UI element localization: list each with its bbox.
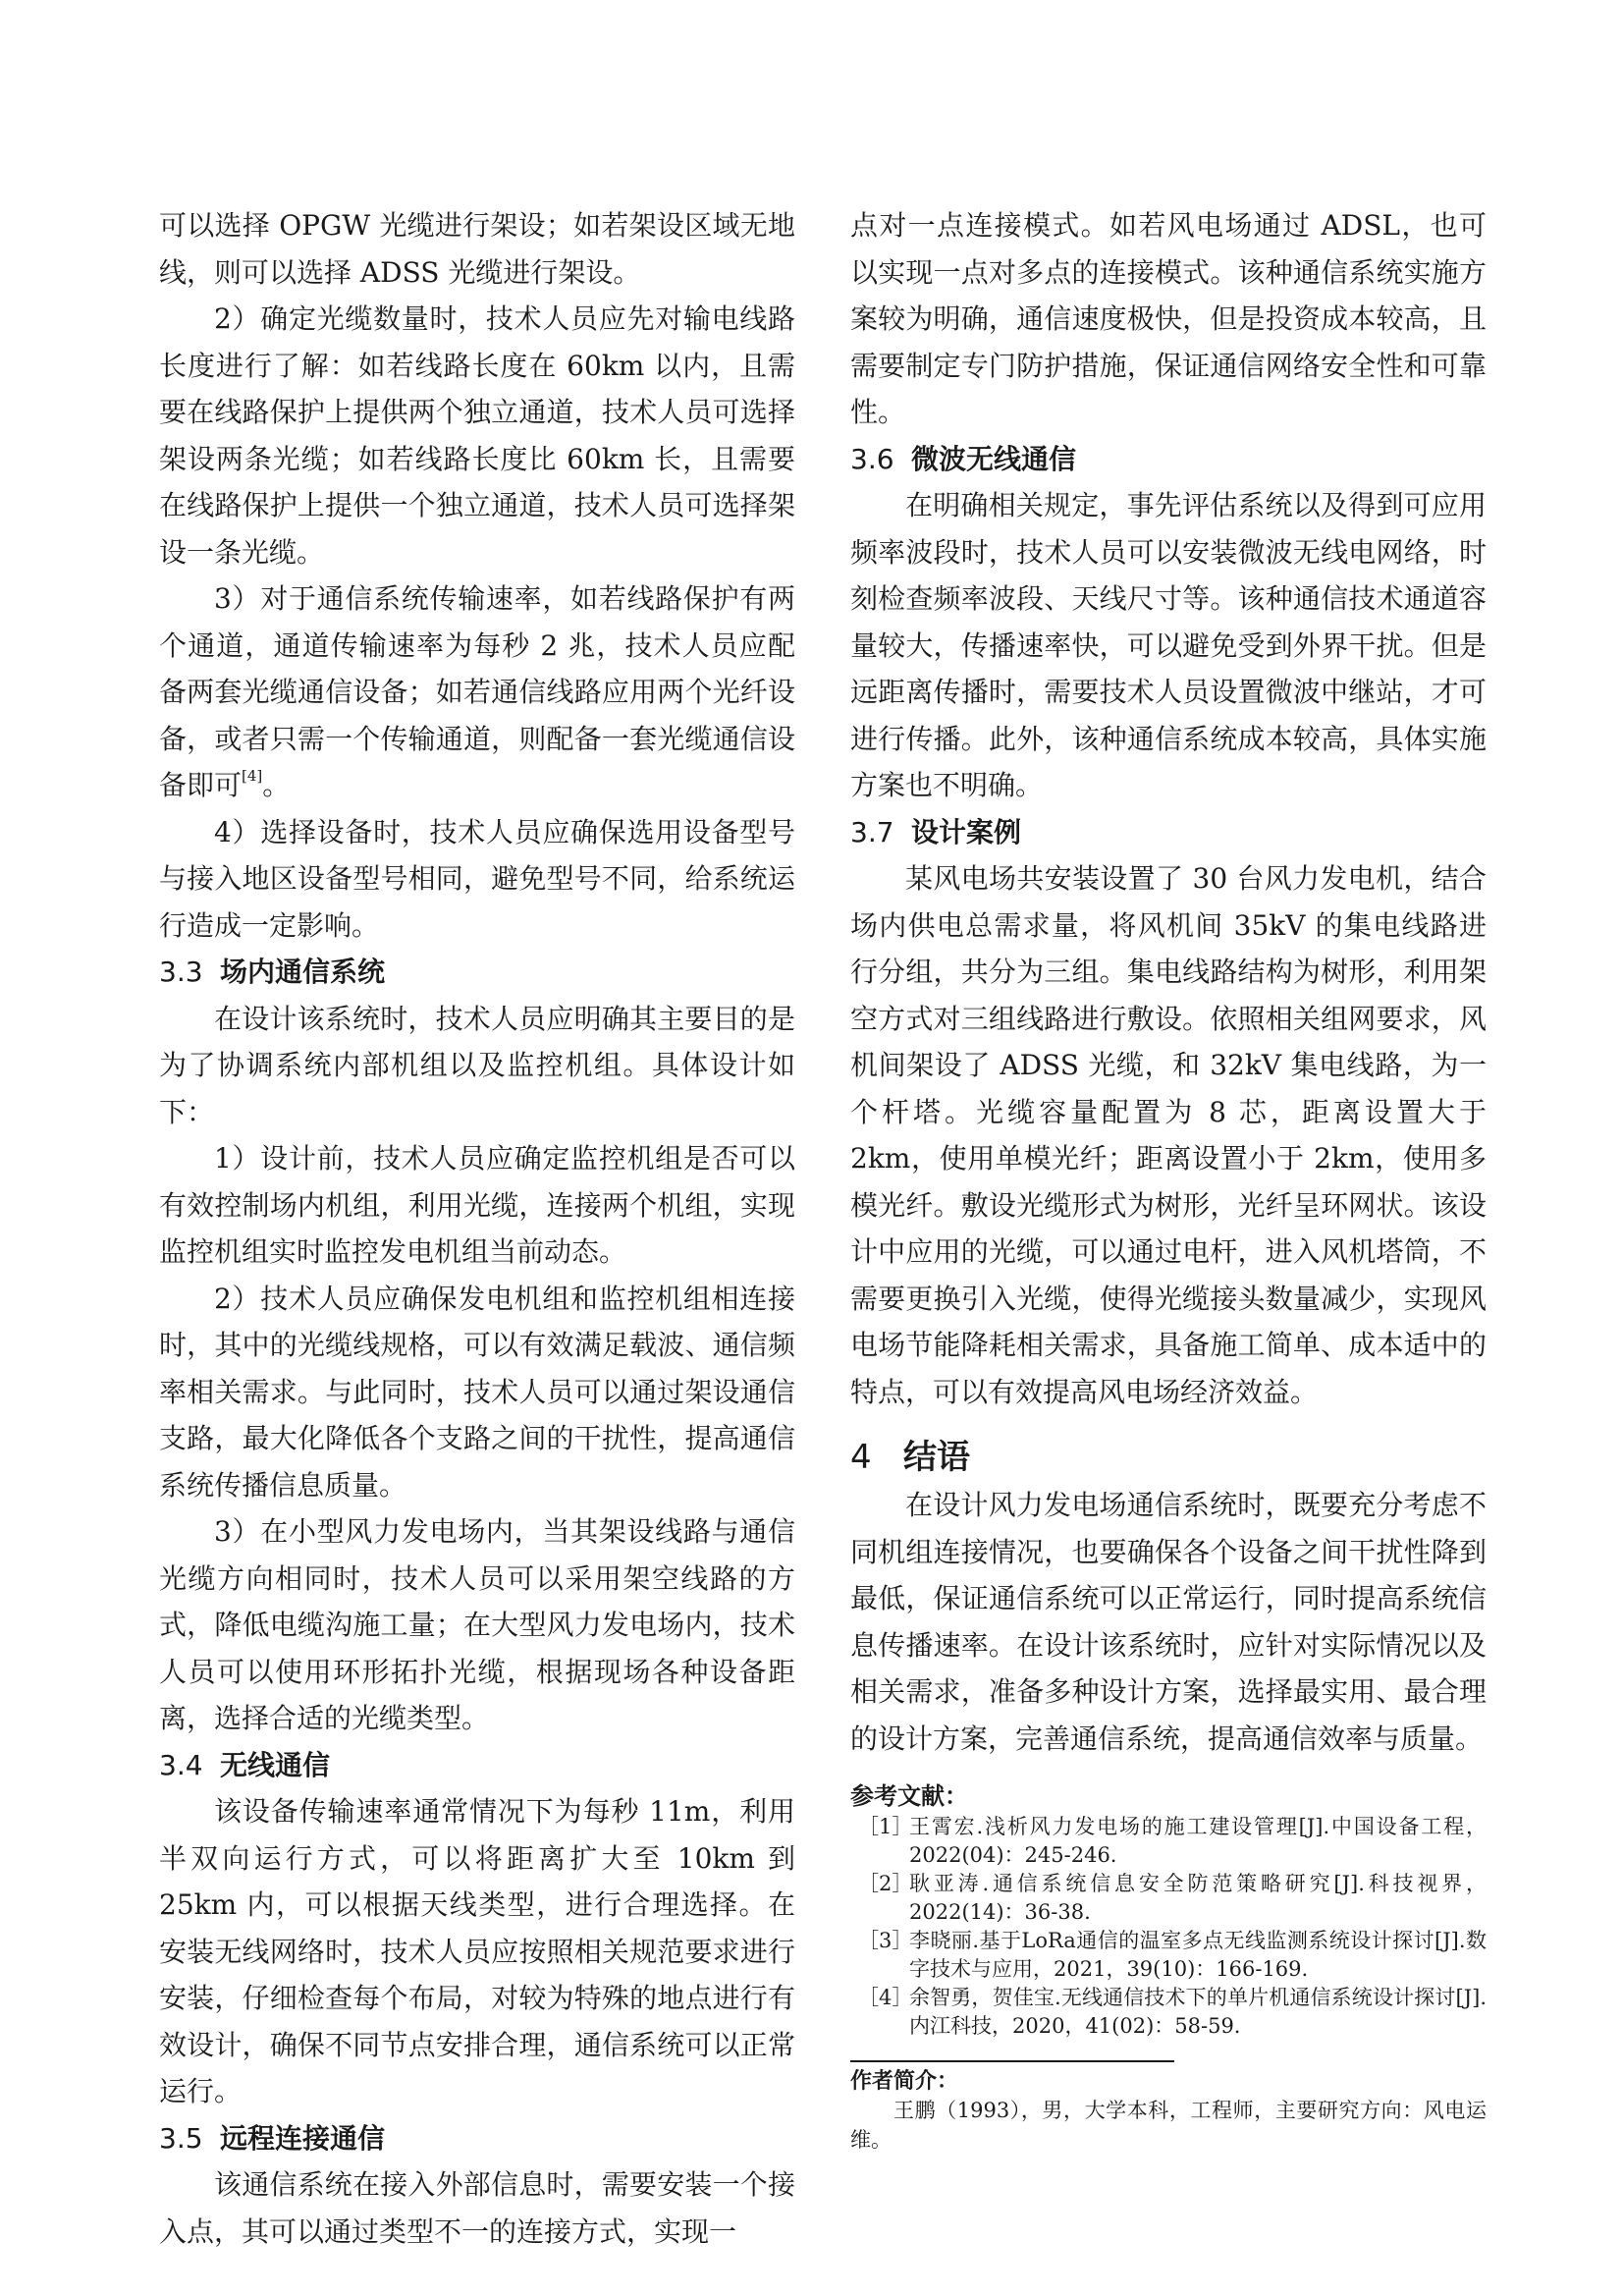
section-heading-3-4 xyxy=(159,1742,795,1789)
reference-item xyxy=(850,1813,1487,1870)
paragraph: 在设计风力发电场通信系统时，既要充分考虑不同机组连接情况，也要确保各个设备之间干扰性降到最低，保证通信系统可以正常运行，同时提高系统信息传播速率。在设计该系统时，应针对实际情况以及相关需求，准备多种设计方案，选择最实用、最合理的设计方案，完善通信系统，提高通信效率与质量。 xyxy=(850,1489,1487,1755)
paragraph: 2）确定光缆数量时，技术人员应先对输电线路长度进行了解：如若线路长度在 60km 以内，且需要在线路保护上提供两个独立通道，技术人员可选择架设两条光缆；如若线路长度比 60km 长，且需要在线路保护上提供一个独立通道，技术人员可选择架设一条光缆。 xyxy=(159,302,795,569)
paragraph-with-citation xyxy=(159,575,795,809)
paragraph: 2）技术人员应确保发电机组和监控机组相连接时，其中的光缆线规格，可以有效满足载波、通信频率相关需求。与此同时，技术人员可以通过架设通信支路，最大化降低各个支路之间的干扰性，提高通信系统传播信息质量。 xyxy=(159,1282,795,1502)
paragraph: 3）在小型风力发电场内，当其架设线路与通信光缆方向相同时，技术人员可以采用架空线路的方式，降低电缆沟施工量；在大型风力发电场内，技术人员可以使用环形拓扑光缆，根据现场各种设备距离，选择合适的光缆类型。 xyxy=(159,1515,795,1734)
paragraph: 该设备传输速率通常情况下为每秒 11m，利用半双向运行方式，可以将距离扩大至 10km 到 25km 内，可以根据天线类型，进行合理选择。在安装无线网络时，技术人员应按照相关规范要求进行安装，仔细检查每个布局，对较为特殊的地点进行有效设计，确保不同节点安排合理，通信系统可以正常运行。 xyxy=(159,1795,795,2107)
reference-number: ［3］ xyxy=(858,1929,913,1952)
author-bio-text: 王鹏（1993），男，大学本科，工程师，主要研究方向：风电运维。 xyxy=(850,2099,1487,2152)
reference-text: 耿亚涛.通信系统信息安全防范策略研究[J].科技视界，2022(14)：36-38. xyxy=(909,1872,1487,1924)
paragraph: 该通信系统在接入外部信息时，需要安装一个接入点，其可以通过类型不一的连接方式，实现一 xyxy=(159,2168,795,2248)
section-heading-3-7 xyxy=(850,809,1487,856)
section-number: 3.7 xyxy=(850,815,894,848)
left-column xyxy=(159,202,795,2255)
citation-ref: [4] xyxy=(242,767,263,785)
paragraph-end: 。 xyxy=(262,769,291,801)
paragraph: 1）设计前，技术人员应确定监控机组是否可以有效控制场内机组，利用光缆，连接两个机组，实现监控机组实时监控发电机组当前动态。 xyxy=(159,1142,795,1268)
paragraph: 可以选择 OPGW 光缆进行架设；如若架设区域无地线，则可以选择 ADSS 光缆进行架设。 xyxy=(159,209,795,289)
reference-item xyxy=(850,1870,1487,1927)
reference-item xyxy=(850,1984,1487,2041)
section-number: 3.3 xyxy=(159,956,203,988)
section-heading-3-6 xyxy=(850,436,1487,483)
reference-item xyxy=(850,1927,1487,1984)
section-number: 3.4 xyxy=(159,1748,203,1781)
paragraph-text: 3）对于通信系统传输速率，如若线路保护有两个通道，通道传输速率为每秒 2 兆，技术人员应配备两套光缆通信设备；如若通信线路应用两个光纤设备，或者只需一个传输通道，则配备一套光缆通信设备即可 xyxy=(159,582,795,801)
section-title: 设计案例 xyxy=(911,815,1022,848)
reference-number: ［1］ xyxy=(858,1815,913,1838)
reference-number: ［2］ xyxy=(858,1872,913,1895)
references-heading: 参考文献： xyxy=(850,1782,968,1810)
reference-text: 王霄宏.浅析风力发电场的施工建设管理[J].中国设备工程，2022(04)：245-246. xyxy=(909,1815,1487,1867)
section-heading-3-5 xyxy=(159,2115,795,2162)
paragraph: 4）选择设备时，技术人员应确保选用设备型号与接入地区设备型号相同，避免型号不同，给系统运行造成一定影响。 xyxy=(159,815,795,942)
paragraph: 在设计该系统时，技术人员应明确其主要目的是为了协调系统内部机组以及监控机组。具体设计如下： xyxy=(159,1002,795,1128)
section-heading-3-3 xyxy=(159,949,795,996)
section-number: 3.5 xyxy=(159,2121,203,2155)
reference-text: 余智勇，贺佳宝.无线通信技术下的单片机通信系统设计探讨[J].内江科技，2020，41(02)：58-59. xyxy=(909,1986,1487,2038)
section-number: 4 xyxy=(850,1438,872,1477)
paragraph: 在明确相关规定，事先评估系统以及得到可应用频率波段时，技术人员可以安装微波无线电网络，时刻检查频率波段、天线尺寸等。该种通信技术通道容量较大，传播速率快，可以避免受到外界干扰。但是远距离传播时，需要技术人员设置微波中继站，才可进行传播。此外，该种通信系统成本较高，具体实施方案也不明确。 xyxy=(850,489,1487,801)
footnote-divider xyxy=(850,2060,1174,2062)
right-column xyxy=(850,202,1487,2155)
section-number: 3.6 xyxy=(850,442,894,475)
section-title: 远程连接通信 xyxy=(220,2121,386,2155)
section-heading-4 xyxy=(850,1433,1487,1482)
reference-text: 李晓丽.基于LoRa通信的温室多点无线监测系统设计探讨[J].数字技术与应用，2021，39(10)：166-169. xyxy=(909,1929,1487,1981)
section-title: 结语 xyxy=(903,1438,970,1477)
reference-number: ［4］ xyxy=(858,1986,913,2009)
section-title: 场内通信系统 xyxy=(220,956,386,988)
author-bio-heading: 作者简介： xyxy=(850,2069,959,2094)
section-title: 无线通信 xyxy=(220,1748,331,1781)
paragraph: 某风电场共安装设置了 30 台风力发电机，结合场内供电总需求量，将风机间 35kV 的集电线路进行分组，共分为三组。集电线路结构为树形，利用架空方式对三组线路进行敷设。依照相关组网要求，风机间架设了 ADSS 光缆，和 32kV 集电线路，为一个杆塔。光缆容量配置为 8 芯，距离设置大于 2km，使用单模光纤；距离设置小于 2km，使用多模光纤。敷设光缆形式为树形，光纤呈环网状。该设计中应用的光缆，可以通过电杆，进入风机塔筒，不需要更换引入光缆，使得光缆接头数量减少，实现风电场节能降耗相关需求，具备施工简单、成本适中的特点，可以有效提高风电场经济效益。 xyxy=(850,862,1487,1408)
section-title: 微波无线通信 xyxy=(911,442,1077,475)
paragraph: 点对一点连接模式。如若风电场通过 ADSL，也可以实现一点对多点的连接模式。该种通信系统实施方案较为明确，通信速度极快，但是投资成本较高，且需要制定专门防护措施，保证通信网络安全性和可靠性。 xyxy=(850,209,1487,428)
